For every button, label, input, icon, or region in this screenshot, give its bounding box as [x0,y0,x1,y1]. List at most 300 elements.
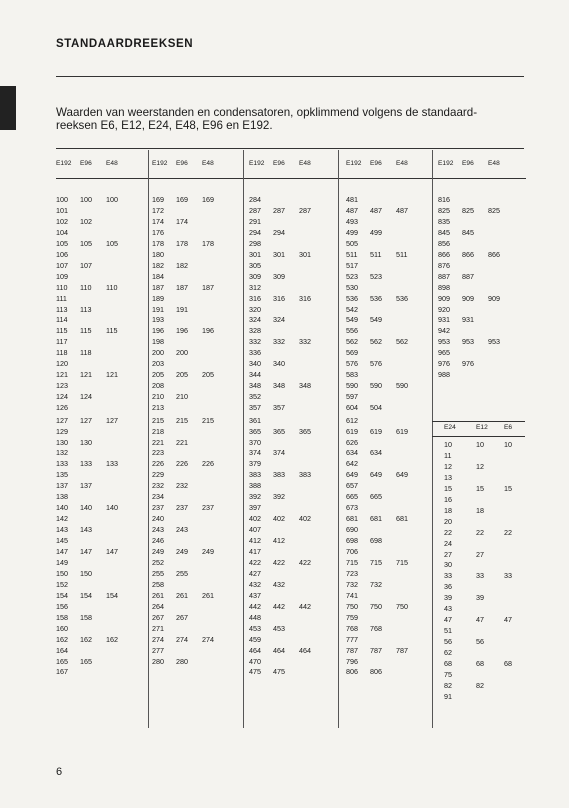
table-cell: 226 [202,459,214,469]
table-cell: 169 [202,195,214,204]
table-cell: 165 [56,656,68,666]
e-series-cell: 47 [444,615,452,625]
table-cell: 127 [106,415,118,425]
table-cell: 590 [346,381,358,391]
e-series-cell: 22 [476,527,484,537]
table-cell: 657 [346,481,358,491]
table-cell: 130 [80,437,92,447]
table-cell: 768 [346,623,358,633]
table-cell: 109 [56,271,68,281]
column-header: E48 [106,160,118,167]
e-series-cell: 10 [476,440,484,449]
table-cell: 243 [152,525,164,535]
table-cell: 806 [370,667,382,677]
table-cell: 158 [56,612,68,622]
table-cell: 422 [249,557,261,567]
table-cell: 517 [346,260,358,270]
table-cell: 505 [346,238,358,248]
table-cell: 427 [249,568,261,578]
table-cell: 120 [56,359,68,369]
table-cell: 149 [56,557,68,567]
table-cell: 759 [346,612,358,622]
table-cell: 357 [249,403,261,413]
table-cell: 487 [346,205,358,215]
table-cell: 619 [396,426,408,436]
table-cell: 264 [152,601,164,611]
table-cell: 723 [346,568,358,578]
table-cell: 309 [249,271,261,281]
column-header: E48 [299,160,311,167]
table-cell: 370 [249,437,261,447]
table-cell: 287 [273,205,285,215]
table-cell: 117 [56,337,68,347]
table-cell: 215 [152,415,164,425]
table-cell: 301 [299,249,311,259]
table-cell: 287 [249,205,261,215]
column-header: E192 [438,160,454,167]
table-cell: 887 [438,271,450,281]
table-cell: 402 [273,514,285,524]
table-cell: 412 [273,536,285,546]
table-cell: 442 [273,601,285,611]
column-header: E192 [346,160,362,167]
e-series-cell: 15 [444,483,452,493]
table-cell: 379 [249,459,261,469]
table-cell: 464 [273,645,285,655]
table-cell: 845 [462,227,474,237]
table-cell: 835 [438,216,450,226]
table-cell: 140 [80,503,92,513]
table-cell: 121 [80,370,92,380]
table-top-rule [56,148,524,149]
column-header: E48 [488,160,500,167]
e-series-cell: 75 [444,669,452,679]
column-header: E96 [176,160,188,167]
table-cell: 453 [273,623,285,633]
table-cell: 741 [346,590,358,600]
table-cell: 612 [346,415,358,425]
table-cell: 619 [346,426,358,436]
table-cell: 215 [176,415,188,425]
table-cell: 336 [249,348,261,358]
table-cell: 127 [56,415,68,425]
table-cell: 340 [249,359,261,369]
e-series-cell: 13 [444,472,452,482]
table-cell: 110 [80,282,92,292]
column-header: E96 [273,160,285,167]
e-series-cell: 12 [476,461,484,471]
table-cell: 169 [152,195,164,204]
table-cell: 348 [249,381,261,391]
table-cell: 412 [249,536,261,546]
e-series-cell: 47 [504,615,512,625]
e-series-column-header: E12 [476,424,488,431]
table-cell: 121 [106,370,118,380]
table-cell: 138 [56,492,68,502]
table-cell: 597 [346,392,358,402]
table-cell: 221 [152,437,164,447]
table-cell: 237 [176,503,188,513]
e-series-cell: 33 [476,571,484,581]
e-series-cell: 30 [444,560,452,570]
table-cell: 164 [56,645,68,655]
e-series-cell: 68 [476,659,484,668]
table-cell: 191 [152,304,164,314]
table-cell: 417 [249,547,261,556]
standard-series-table [56,150,526,728]
table-cell: 619 [370,426,382,436]
table-cell: 205 [152,370,164,380]
table-cell: 442 [299,601,311,611]
table-cell: 261 [202,590,214,600]
table-cell: 165 [80,656,92,666]
table-cell: 115 [106,326,118,336]
table-cell: 234 [152,492,164,502]
table-cell: 365 [299,426,311,436]
table-cell: 121 [56,370,68,380]
table-cell: 459 [249,634,261,644]
e-series-cell: 82 [444,680,452,690]
table-cell: 198 [152,337,164,347]
table-cell: 464 [249,645,261,655]
table-cell: 102 [80,216,92,226]
table-cell: 127 [80,415,92,425]
table-cell: 167 [56,667,68,677]
table-cell: 464 [299,645,311,655]
table-cell: 511 [370,249,382,259]
table-cell: 111 [56,293,67,303]
table-cell: 481 [346,195,358,204]
table-cell: 583 [346,370,358,380]
table-cell: 698 [346,536,358,546]
table-cell: 320 [249,304,261,314]
table-cell: 115 [80,326,92,336]
table-cell: 105 [56,238,68,248]
table-cell: 160 [56,623,68,633]
table-cell: 715 [396,557,408,567]
table-cell: 732 [370,579,382,589]
table-cell: 690 [346,525,358,535]
table-cell: 229 [152,470,164,480]
column-header: E96 [80,160,92,167]
table-cell: 162 [56,634,68,644]
table-cell: 470 [249,656,261,666]
table-cell: 140 [56,503,68,513]
table-cell: 909 [462,293,474,303]
table-cell: 324 [273,315,285,325]
e-series-cell: 15 [476,483,484,493]
e24-e12-e6-table [432,421,526,728]
table-cell: 316 [273,293,285,303]
table-cell: 294 [249,227,261,237]
table-cell: 147 [56,547,68,556]
table-cell: 392 [273,492,285,502]
table-cell: 876 [438,260,450,270]
table-cell: 312 [249,282,261,292]
table-cell: 169 [176,195,188,204]
table-cell: 556 [346,326,358,336]
table-cell: 255 [176,568,188,578]
table-cell: 210 [176,392,188,402]
table-cell: 493 [346,216,358,226]
table-cell: 562 [396,337,408,347]
table-cell: 137 [80,481,92,491]
table-cell: 226 [176,459,188,469]
table-cell: 357 [273,403,285,413]
table-cell: 511 [396,249,408,259]
e-series-cell: 47 [476,615,484,625]
table-cell: 549 [370,315,382,325]
table-cell: 953 [488,337,500,347]
table-cell: 649 [370,470,382,480]
table-cell: 178 [176,238,188,248]
table-cell: 113 [80,304,92,314]
table-cell: 988 [438,370,450,380]
table-cell: 750 [370,601,382,611]
e-series-cell: 62 [444,648,452,658]
table-cell: 187 [152,282,164,292]
column-header: E192 [56,160,72,167]
e-series-cell: 27 [476,549,484,559]
table-cell: 237 [202,503,214,513]
table-cell: 218 [152,426,164,436]
table-cell: 267 [176,612,188,622]
table-cell: 732 [346,579,358,589]
table-cell: 147 [106,547,118,556]
table-cell: 965 [438,348,450,358]
table-cell: 536 [370,293,382,303]
table-cell: 665 [346,492,358,502]
table-cell: 133 [106,459,118,469]
column-header: E96 [462,160,474,167]
table-cell: 135 [56,470,68,480]
table-cell: 232 [152,481,164,491]
table-cell: 649 [346,470,358,480]
table-cell: 576 [346,359,358,369]
table-cell: 402 [299,514,311,524]
table-cell: 437 [249,590,261,600]
table-cell: 200 [176,348,188,358]
table-cell: 523 [346,271,358,281]
table-cell: 590 [396,381,408,391]
e-series-cell: 39 [476,593,484,603]
table-cell: 226 [152,459,164,469]
e-series-cell: 36 [444,582,452,592]
table-cell: 475 [249,667,261,677]
e-series-cell: 68 [444,659,452,668]
table-cell: 931 [462,315,474,325]
table-cell: 187 [202,282,214,292]
table-cell: 249 [152,547,164,556]
table-cell: 240 [152,514,164,524]
table-cell: 825 [462,205,474,215]
table-cell: 569 [346,348,358,358]
e-series-cell: 12 [444,461,452,471]
table-cell: 277 [152,645,164,655]
intro-line-1: Waarden van weerstanden en condensatoren, opklimmend volgens de standaard- [56,106,478,119]
table-cell: 200 [152,348,164,358]
e-series-column-header: E6 [504,424,513,431]
table-cell: 332 [299,337,311,347]
table-cell: 787 [396,645,408,655]
column-divider [243,150,244,728]
table-cell: 887 [462,271,474,281]
table-cell: 432 [249,579,261,589]
table-cell: 261 [152,590,164,600]
table-cell: 383 [273,470,285,480]
table-cell: 137 [56,481,68,491]
table-cell: 392 [249,492,261,502]
table-cell: 750 [396,601,408,611]
table-cell: 942 [438,326,450,336]
table-cell: 698 [370,536,382,546]
table-cell: 189 [152,293,164,303]
table-cell: 154 [56,590,68,600]
table-cell: 383 [249,470,261,480]
table-cell: 348 [299,381,311,391]
table-cell: 536 [346,293,358,303]
table-cell: 626 [346,437,358,447]
table-cell: 499 [346,227,358,237]
e-series-cell: 24 [444,538,452,548]
table-cell: 261 [176,590,188,600]
table-cell: 388 [249,481,261,491]
table-cell: 249 [176,547,188,556]
table-cell: 176 [152,227,164,237]
table-cell: 344 [249,370,261,380]
table-cell: 280 [152,656,164,666]
table-cell: 196 [152,326,164,336]
table-cell: 305 [249,260,261,270]
table-cell: 374 [249,448,261,458]
table-cell: 133 [56,459,68,469]
table-cell: 523 [370,271,382,281]
table-cell: 562 [346,337,358,347]
column-header: E48 [202,160,214,167]
e-series-cell: 10 [444,440,452,449]
table-cell: 787 [370,645,382,655]
table-cell: 422 [273,557,285,567]
table-cell: 287 [299,205,311,215]
table-cell: 976 [462,359,474,369]
e-series-cell: 18 [444,505,452,515]
table-cell: 243 [176,525,188,535]
table-cell: 105 [106,238,118,248]
table-cell: 309 [273,271,285,281]
table-cell: 105 [80,238,92,248]
table-cell: 649 [396,470,408,480]
table-cell: 221 [176,437,188,447]
e-series-cell: 82 [476,680,484,690]
table-cell: 203 [152,359,164,369]
table-cell: 750 [346,601,358,611]
table-cell: 213 [152,403,164,413]
table-cell: 365 [249,426,261,436]
table-cell: 866 [488,249,500,259]
table-cell: 898 [438,282,450,292]
table-cell: 130 [56,437,68,447]
table-cell: 402 [249,514,261,524]
table-cell: 237 [152,503,164,513]
table-cell: 294 [273,227,285,237]
table-cell: 258 [152,579,164,589]
table-cell: 604 [346,403,358,413]
table-cell: 107 [80,260,92,270]
table-cell: 184 [152,271,164,281]
table-cell: 196 [176,326,188,336]
table-cell: 562 [370,337,382,347]
table-cell: 205 [176,370,188,380]
page-title: STANDAARDREEKSEN [56,38,194,50]
table-cell: 298 [249,238,261,248]
table-cell: 124 [56,392,68,402]
table-cell: 145 [56,536,68,546]
table-cell: 191 [176,304,188,314]
table-cell: 284 [249,195,261,204]
table-cell: 301 [249,249,261,259]
e-series-cell: 43 [444,604,452,614]
table-cell: 178 [202,238,214,248]
table-cell: 348 [273,381,285,391]
column-header: E96 [370,160,382,167]
table-cell: 255 [152,568,164,578]
table-cell: 665 [370,492,382,502]
table-cell: 715 [346,557,358,567]
table-cell: 715 [370,557,382,567]
e-series-cell: 15 [504,483,512,493]
table-cell: 232 [176,481,188,491]
table-cell: 142 [56,514,68,524]
table-cell: 806 [346,667,358,677]
table-cell: 352 [249,392,261,402]
table-cell: 129 [56,426,68,436]
table-cell: 132 [56,448,68,458]
intro-paragraph [56,106,530,132]
table-cell: 825 [438,205,450,215]
table-cell: 909 [488,293,500,303]
table-cell: 825 [488,205,500,215]
table-cell: 106 [56,249,68,259]
table-cell: 280 [176,656,188,666]
table-cell: 249 [202,547,214,556]
table-cell: 100 [106,195,118,204]
table-cell: 866 [438,249,450,259]
table-cell: 332 [249,337,261,347]
table-cell: 182 [176,260,188,270]
table-cell: 407 [249,525,261,535]
table-cell: 361 [249,415,261,425]
table-cell: 422 [299,557,311,567]
table-cell: 154 [80,590,92,600]
table-cell: 210 [152,392,164,402]
column-divider [148,150,149,728]
table-cell: 205 [202,370,214,380]
table-cell: 143 [80,525,92,535]
e-series-cell: 22 [504,527,512,537]
e-series-cell: 51 [444,626,452,636]
table-cell: 271 [152,623,164,633]
table-cell: 178 [152,238,164,248]
table-cell: 124 [80,392,92,402]
column-divider [338,150,339,728]
table-cell: 110 [106,282,118,292]
table-cell: 374 [273,448,285,458]
table-cell: 147 [80,547,92,556]
table-cell: 504 [370,403,382,413]
e-series-column-header: E24 [444,424,456,431]
table-cell: 100 [56,195,68,204]
table-cell: 113 [56,304,68,314]
